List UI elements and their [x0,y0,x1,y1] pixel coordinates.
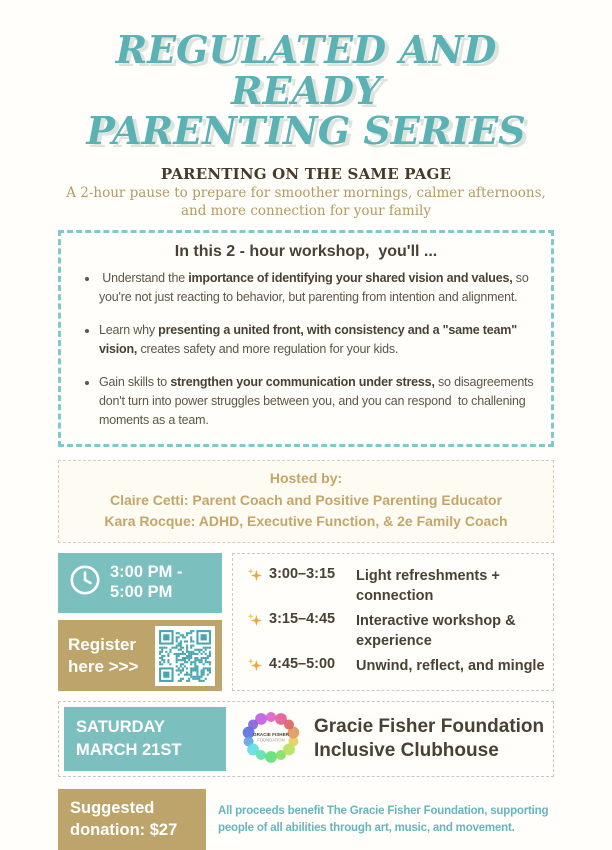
page-title [58,27,554,154]
sparkle-icon [247,656,262,678]
title-line-2: PARENTING SERIES [86,108,526,154]
bullet-bold-text: importance of identifying your shared vision and values, [188,271,513,286]
donation-line-2: donation: $27 [70,820,178,839]
date-venue-box [58,701,554,777]
schedule-box [232,553,554,691]
register-label [68,634,138,678]
host-claire-cetti: Claire Cetti: Parent Coach and Positive Parenting Educator [109,491,503,508]
sparkle-icon [247,611,262,633]
register-line-1: Register [68,634,137,654]
schedule-desc: Interactive workshop & experience [356,613,516,650]
bullet-text: so disagreements don't turn into power struggles between you, and you can respond to challening moments as a team. [99,375,537,428]
subtitle: PARENTING ON THE SAME PAGE [160,164,452,183]
venue-line-2: Inclusive Clubhouse [314,740,499,762]
date-line-1: SATURDAY [76,718,165,737]
title-line-1: REGULATED AND READY [115,27,497,113]
schedule-row [247,611,545,652]
schedule-row [247,656,545,678]
logo-text-line-2: FOUNDATION [257,737,285,743]
bullet-text: creates safety and more regulation for your kids. [137,342,399,357]
schedule-desc: Unwind, reflect, and mingle [356,658,545,675]
workshop-box [58,230,554,447]
schedule-time: 3:15–4:45 [269,611,336,628]
register-line-2: here >>> [68,656,139,676]
host-kara-rocque: Kara Rocque: ADHD, Executive Function, & 2e Family Coach [104,513,508,530]
hosted-by-box [58,460,554,543]
sparkle-icon [247,566,262,588]
tagline: A 2-hour pause to prepare for smoother mornings, calmer afternoons, and more connection for your family [66,184,546,219]
logo-text-line-1: GRACIE FISHER [253,731,289,737]
venue-name [314,715,544,763]
clock-icon [68,563,102,603]
qr-code [155,626,215,686]
bullet-bold-text: presenting a united front, with consistency and a "same team" vision, [99,323,521,357]
venue-line-1: Gracie Fisher Foundation [314,716,545,738]
list-item [99,269,537,307]
proceeds-note: All proceeds benefit The Gracie Fisher Foundation, supporting people of all abilities through art, music, and movement. [218,804,549,834]
time-register-column [58,553,222,691]
donation-row [58,789,554,850]
bullet-text: Gain skills to [99,375,171,390]
schedule-desc: Light refreshments + connection [356,568,500,605]
workshop-bullet-list [75,269,537,430]
time-line-2: 5:00 PM [110,583,173,602]
details-row [58,553,554,691]
bullet-text: so you're not just reacting to behavior, but parenting from intention and alignment. [99,271,532,305]
gracie-fisher-foundation-logo [240,710,302,769]
workshop-heading: In this 2 - hour workshop, you'll ... [174,243,438,261]
date-line-2: MARCH 21ST [76,741,182,760]
time-box [58,553,222,613]
register-box [58,620,222,691]
time-line-1: 3:00 PM - [110,563,183,582]
hosted-by-heading: Hosted by: [269,470,343,487]
bullet-bold-text: strengthen your communication under stress, [170,375,435,390]
schedule-row [247,566,545,607]
schedule-time: 4:45–5:00 [269,656,336,673]
schedule-time: 3:00–3:15 [269,566,336,583]
donation-line-1: Suggested [70,799,155,818]
date-box [64,707,226,771]
bullet-text: Learn why [99,323,159,338]
event-time [110,563,182,603]
list-item [99,321,537,359]
donation-box [58,789,206,850]
bullet-text: Understand the [99,271,189,286]
list-item [99,373,537,430]
